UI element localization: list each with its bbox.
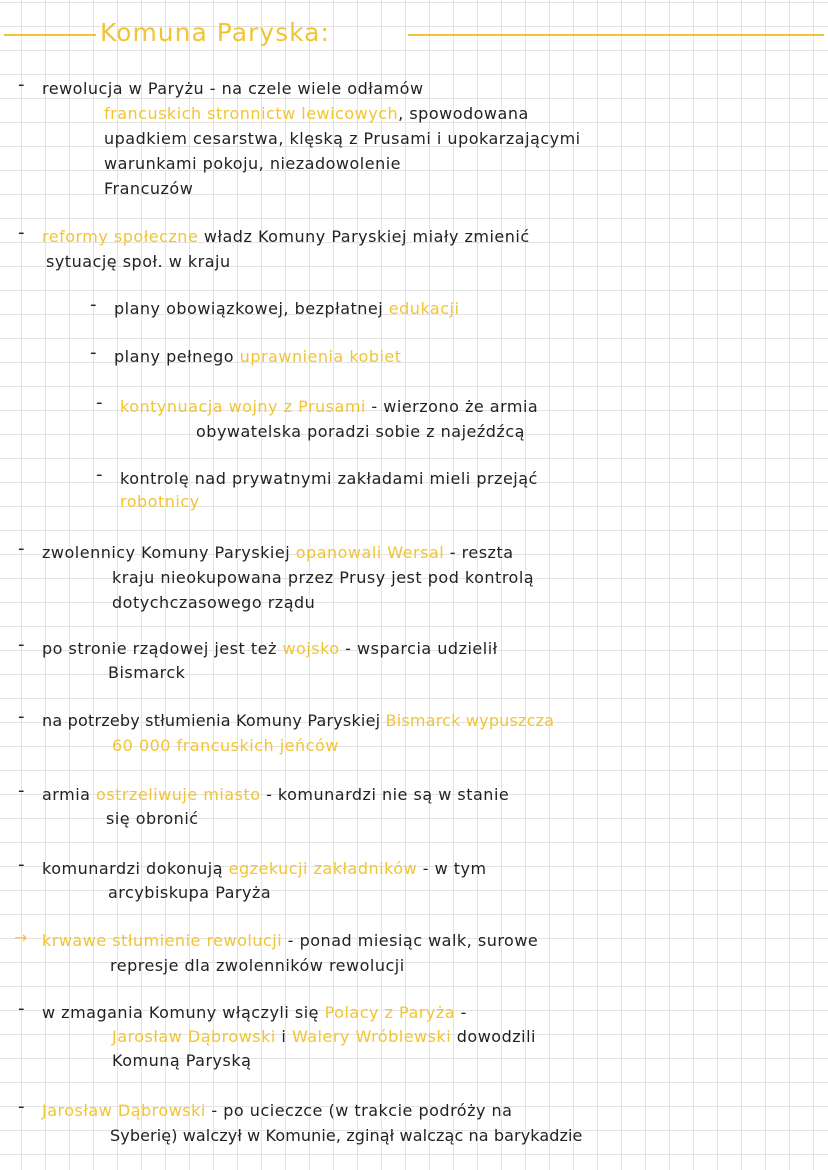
note-1-line-2 — [104, 101, 529, 126]
arrow-right-icon: → — [14, 928, 28, 947]
sub-bullet-dash: - — [96, 464, 103, 485]
note-text: - wsparcia udzielił — [339, 639, 498, 658]
highlight-text: Walery Wróblewski — [291, 1027, 452, 1046]
highlight-text: francuskich stronnictw lewicowych — [104, 104, 399, 123]
note-3-line-3: dotychczasowego rządu — [112, 593, 316, 612]
bullet-dash: - — [18, 998, 25, 1019]
highlight-text: kontynuacja wojny z Prusami — [120, 397, 366, 416]
note-3-line-2: kraju nieokupowana przez Prusy jest pod kontrolą — [112, 568, 535, 587]
note-text: władz Komuny Paryskiej miały zmienić — [198, 227, 530, 246]
highlight-text: krwawe stłumienie rewolucji — [42, 931, 283, 950]
bullet-dash: - — [18, 780, 25, 801]
note-text: komunardzi dokonują — [42, 859, 229, 878]
note-3-line-1 — [42, 540, 514, 565]
note-text: , spowodowana — [398, 104, 529, 123]
title-rule-right — [408, 34, 824, 36]
highlight-text: edukacji — [388, 299, 460, 318]
note-2-sub-2 — [114, 344, 402, 369]
highlight-text: uprawnienia kobiet — [239, 347, 402, 366]
note-text: - reszta — [444, 543, 514, 562]
note-text: zwolennicy Komuny Paryskiej — [42, 543, 296, 562]
note-text: - w tym — [417, 859, 487, 878]
note-9-line-2 — [112, 1024, 536, 1049]
highlight-text: Polacy z Paryża — [324, 1003, 456, 1022]
note-text: - po ucieczce (w trakcie podróży na — [205, 1101, 513, 1120]
note-text: plany obowiązkowej, bezpłatnej — [114, 299, 389, 318]
note-1-line-5: Francuzów — [104, 179, 194, 198]
note-text: i — [275, 1027, 292, 1046]
note-2-sub-4: kontrolę nad prywatnymi zakładami mieli przejąć — [120, 469, 538, 488]
note-5-line-2: 60 000 francuskich jeńców — [112, 736, 339, 755]
title-row — [0, 18, 828, 58]
note-10-line-1 — [42, 1098, 512, 1123]
note-text: - — [455, 1003, 467, 1022]
highlight-text: Bismarck wypuszcza — [385, 711, 555, 730]
note-text: na potrzeby stłumienia Komuny Paryskiej — [42, 711, 386, 730]
note-1-line-4: warunkami pokoju, niezadowolenie — [104, 154, 402, 173]
note-8-line-1 — [42, 928, 538, 953]
note-4-line-1 — [42, 636, 498, 661]
note-text: - ponad miesiąc walk, surowe — [282, 931, 539, 950]
bullet-dash: - — [18, 222, 25, 243]
note-7-line-1 — [42, 856, 487, 881]
note-2-sub-3 — [120, 394, 538, 419]
note-2-sub-1 — [114, 296, 459, 321]
note-1-line-3: upadkiem cesarstwa, klęską z Prusami i upokarzającymi — [104, 129, 581, 148]
note-text: dowodzili — [451, 1027, 536, 1046]
highlight-text: Jarosław Dąbrowski — [42, 1101, 206, 1120]
highlight-text: wojsko — [282, 639, 340, 658]
sub-bullet-dash: - — [96, 392, 103, 413]
page-title: Komuna Paryska: — [100, 18, 330, 47]
highlight-text: reformy społeczne — [42, 227, 199, 246]
note-2-sub-4-cont: robotnicy — [120, 492, 200, 511]
note-4-line-2: Bismarck — [108, 663, 186, 682]
highlight-text: opanowali Wersal — [295, 543, 445, 562]
bullet-dash: - — [18, 1096, 25, 1117]
highlight-text: ostrzeliwuje miasto — [96, 785, 261, 804]
note-6-line-1 — [42, 782, 509, 807]
note-text: po stronie rządowej jest też — [42, 639, 283, 658]
note-6-line-2: się obronić — [106, 809, 199, 828]
note-8-line-2: represje dla zwolenników rewolucji — [110, 956, 405, 975]
note-7-line-2: arcybiskupa Paryża — [108, 883, 272, 902]
sub-bullet-dash: - — [90, 294, 97, 315]
note-2-line-2: sytuację społ. w kraju — [46, 252, 231, 271]
note-5-line-1 — [42, 708, 554, 733]
note-1-line-1: rewolucja w Paryżu - na czele wiele odłamów — [42, 79, 424, 98]
note-9-line-3: Komuną Paryską — [112, 1051, 252, 1070]
highlight-text: Jarosław Dąbrowski — [112, 1027, 276, 1046]
note-2-line-1 — [42, 224, 530, 249]
note-9-line-1 — [42, 1000, 467, 1025]
note-text: plany pełnego — [114, 347, 240, 366]
note-text: armia — [42, 785, 97, 804]
title-rule-left — [4, 34, 96, 36]
note-text: w zmagania Komuny włączyli się — [42, 1003, 325, 1022]
sub-bullet-dash: - — [90, 342, 97, 363]
highlight-text: egzekucji zakładników — [228, 859, 418, 878]
bullet-dash: - — [18, 74, 25, 95]
bullet-dash: - — [18, 854, 25, 875]
bullet-dash: - — [18, 706, 25, 727]
bullet-dash: - — [18, 634, 25, 655]
bullet-dash: - — [18, 538, 25, 559]
note-2-sub-3-cont: obywatelska poradzi sobie z najeźdźcą — [196, 422, 525, 441]
note-text: - komunardzi nie są w stanie — [260, 785, 510, 804]
note-10-line-2: Syberię) walczył w Komunie, zginął walcząc na barykadzie — [110, 1126, 583, 1145]
note-text: - wierzono że armia — [365, 397, 539, 416]
